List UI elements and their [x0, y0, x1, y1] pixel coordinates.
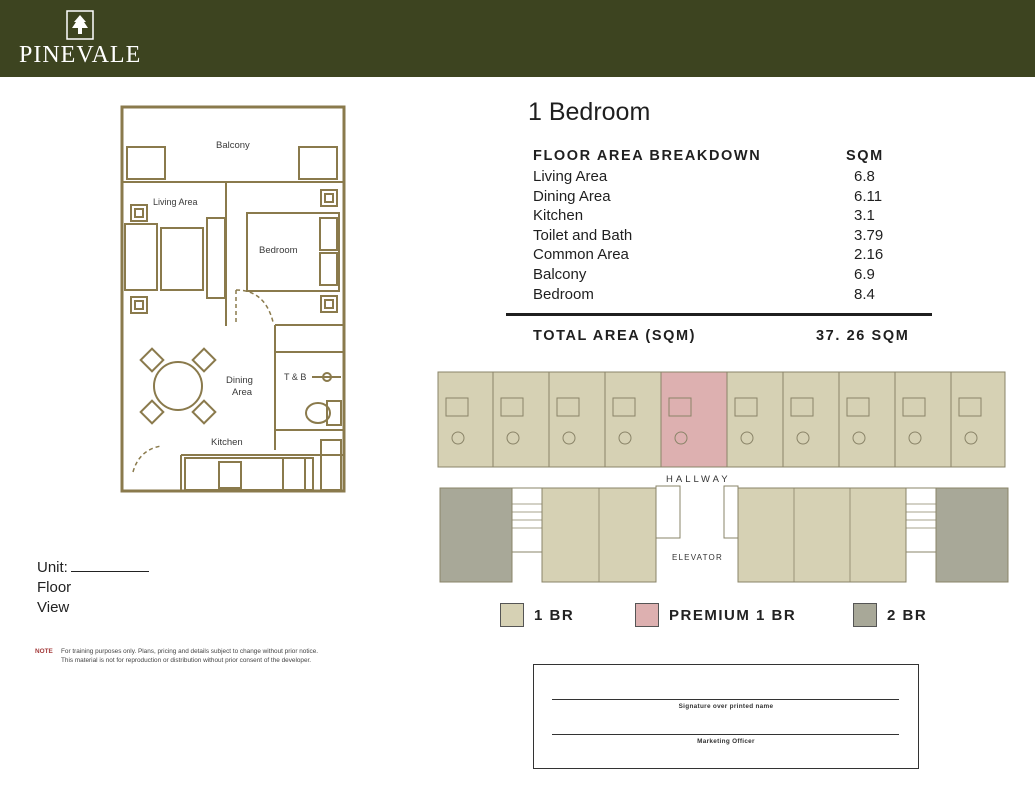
outer-wall	[122, 107, 344, 491]
plan-label-kitchen: Kitchen	[211, 437, 243, 448]
two-br-unit-left	[440, 488, 512, 582]
pine-cone-icon	[66, 10, 94, 40]
breakdown-row	[533, 266, 933, 286]
disclaimer-note	[35, 647, 318, 665]
row-value: 3.1	[854, 207, 875, 225]
swatch-premium	[635, 603, 659, 627]
breakdown-header-unit: SQM	[846, 148, 884, 164]
one-br-units-bottom-right	[738, 488, 906, 582]
row-value: 6.9	[854, 265, 875, 283]
elevator-shaft-left	[656, 486, 680, 538]
plan-label-living-area: Living Area	[153, 197, 198, 207]
row-name: Living Area	[533, 168, 608, 185]
total-value: 37. 26 SQM	[816, 328, 910, 344]
marketing-officer-line[interactable]	[552, 734, 899, 735]
swatch-1br	[500, 603, 524, 627]
plan-label-tb: T & B	[284, 372, 307, 382]
legend-label-2br: 2 BR	[887, 606, 928, 624]
row-name: Toilet and Bath	[533, 226, 633, 244]
plan-label-balcony: Balcony	[216, 140, 250, 151]
row-name: Dining Area	[533, 187, 611, 205]
elevator-label: ELEVATOR	[672, 553, 723, 562]
breakdown-row	[533, 286, 933, 306]
row-name: Common Area	[533, 246, 629, 264]
row-value: 8.4	[854, 285, 875, 303]
legend-item-premium	[635, 602, 796, 628]
row-value: 6.11	[854, 187, 883, 205]
legend-item-2br	[853, 602, 927, 628]
breakdown-header	[533, 148, 933, 168]
breakdown-row	[533, 168, 933, 188]
building-floor-key-plan	[430, 370, 1010, 585]
floor-label: Floor	[37, 579, 72, 596]
breakdown-header-label: FLOOR AREA BREAKDOWN	[533, 148, 762, 164]
floor-area-breakdown	[533, 148, 933, 305]
note-line-1: For training purposes only. Plans, pricing and details subject to change without prior notice.	[61, 648, 319, 655]
legend-label-premium: PREMIUM 1 BR	[669, 606, 797, 624]
view-label: View	[37, 599, 70, 616]
premium-unit-highlight	[661, 372, 727, 467]
hallway-label: HALLWAY	[666, 474, 731, 485]
elevator-shaft-right	[724, 486, 738, 538]
unit-blank-line	[71, 558, 149, 572]
unit-floor-plan	[115, 100, 355, 495]
row-name: Kitchen	[533, 207, 584, 225]
plan-label-dining-line1: Dining	[226, 375, 253, 386]
row-value: 3.79	[854, 226, 884, 244]
row-name: Bedroom	[533, 285, 594, 303]
brand-name: PINEVALE	[19, 42, 142, 68]
row-value: 6.8	[854, 168, 875, 185]
row-value: 2.16	[854, 246, 884, 264]
note-tag: NOTE	[35, 648, 53, 655]
marketing-officer-label: Marketing Officer	[697, 738, 755, 745]
unit-label: Unit:	[37, 559, 68, 576]
legend-item-1br	[500, 602, 574, 628]
header-bar	[0, 0, 1035, 77]
breakdown-divider	[506, 313, 932, 316]
breakdown-row	[533, 227, 933, 247]
legend-label-1br: 1 BR	[534, 606, 575, 624]
swatch-2br	[853, 603, 877, 627]
two-br-unit-right	[936, 488, 1008, 582]
breakdown-row	[533, 207, 933, 227]
top-units-row	[438, 372, 1005, 467]
signature-label: Signature over printed name	[678, 703, 774, 710]
note-line-2: This material is not for reproduction or distribution without prior consent of the developer.	[61, 657, 312, 664]
unit-type-title: 1 Bedroom	[528, 98, 651, 126]
signature-line[interactable]	[552, 699, 899, 700]
total-label: TOTAL AREA (SQM)	[533, 328, 697, 344]
row-name: Balcony	[533, 265, 587, 283]
plan-label-bedroom: Bedroom	[259, 245, 298, 256]
total-area-row	[533, 328, 933, 344]
unit-info	[37, 558, 149, 618]
signature-box	[533, 664, 919, 769]
plan-label-dining-line2: Area	[232, 387, 253, 398]
breakdown-row	[533, 188, 933, 208]
breakdown-row	[533, 246, 933, 266]
